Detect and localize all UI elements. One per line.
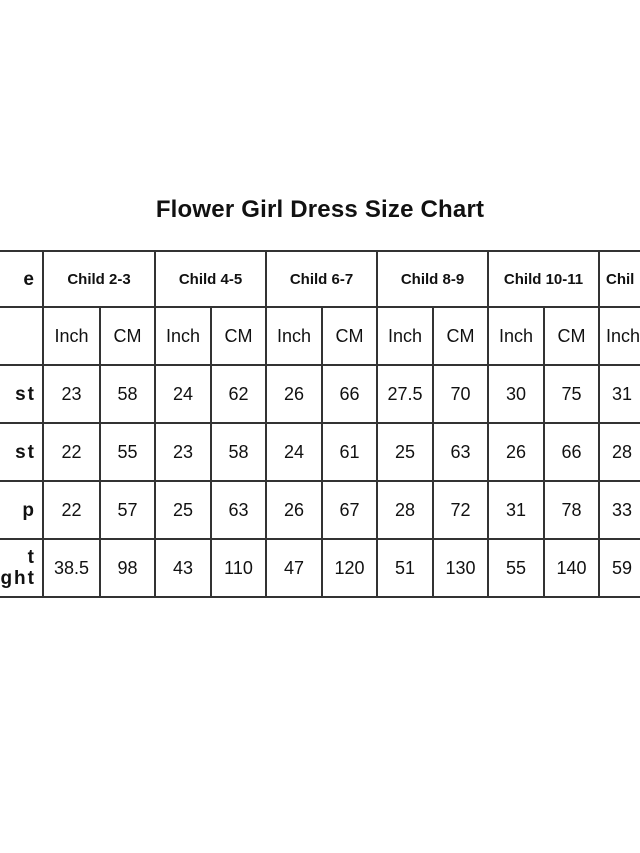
- size-chart-table-wrapper: [0, 250, 640, 602]
- value-cell: 31: [488, 481, 544, 539]
- table-row: [0, 481, 640, 539]
- value-cell: 51: [377, 539, 433, 597]
- empty-cell: [0, 307, 43, 365]
- unit-cell: Inch: [488, 307, 544, 365]
- row-label-line: ght: [0, 568, 36, 589]
- chart-title: Flower Girl Dress Size Chart: [155, 196, 485, 223]
- value-cell: 140: [544, 539, 599, 597]
- unit-cell: CM: [544, 307, 599, 365]
- value-cell: 28: [599, 423, 640, 481]
- value-cell: 120: [322, 539, 377, 597]
- header-row: [0, 251, 640, 307]
- size-header: Child 10-11: [488, 251, 599, 307]
- size-header: Child 2-3: [43, 251, 155, 307]
- size-header: Child 8-9: [377, 251, 488, 307]
- unit-cell: CM: [433, 307, 488, 365]
- value-cell: 63: [433, 423, 488, 481]
- unit-cell: CM: [211, 307, 266, 365]
- value-cell: 26: [488, 423, 544, 481]
- unit-cell: Inch: [266, 307, 322, 365]
- value-cell: 26: [266, 481, 322, 539]
- unit-cell: Inch: [377, 307, 433, 365]
- value-cell: 72: [433, 481, 488, 539]
- value-cell: 23: [43, 365, 100, 423]
- value-cell: 26: [266, 365, 322, 423]
- size-chart-table: [0, 250, 640, 598]
- value-cell: 33: [599, 481, 640, 539]
- value-cell: 110: [211, 539, 266, 597]
- value-cell: 22: [43, 481, 100, 539]
- value-cell: 43: [155, 539, 211, 597]
- row-label: st: [0, 423, 43, 481]
- unit-cell: CM: [100, 307, 155, 365]
- row-label: [0, 539, 43, 597]
- size-header: Child 6-7: [266, 251, 377, 307]
- row-label: p: [0, 481, 43, 539]
- value-cell: 23: [155, 423, 211, 481]
- value-cell: 59: [599, 539, 640, 597]
- table-row: [0, 365, 640, 423]
- unit-cell: Inch: [43, 307, 100, 365]
- value-cell: 67: [322, 481, 377, 539]
- size-header: Child 4-5: [155, 251, 266, 307]
- value-cell: 66: [544, 423, 599, 481]
- value-cell: 55: [488, 539, 544, 597]
- unit-cell: CM: [322, 307, 377, 365]
- value-cell: 47: [266, 539, 322, 597]
- table-row: [0, 423, 640, 481]
- value-cell: 78: [544, 481, 599, 539]
- value-cell: 38.5: [43, 539, 100, 597]
- value-cell: 98: [100, 539, 155, 597]
- value-cell: 75: [544, 365, 599, 423]
- value-cell: 58: [100, 365, 155, 423]
- row-label-line: t: [27, 547, 36, 568]
- size-header-label: e: [0, 251, 43, 307]
- size-header: Chil: [599, 251, 640, 307]
- row-label: st: [0, 365, 43, 423]
- value-cell: 62: [211, 365, 266, 423]
- unit-cell: Inch: [599, 307, 640, 365]
- value-cell: 55: [100, 423, 155, 481]
- value-cell: 31: [599, 365, 640, 423]
- value-cell: 27.5: [377, 365, 433, 423]
- value-cell: 130: [433, 539, 488, 597]
- unit-row: [0, 307, 640, 365]
- value-cell: 63: [211, 481, 266, 539]
- value-cell: 24: [155, 365, 211, 423]
- value-cell: 70: [433, 365, 488, 423]
- value-cell: 22: [43, 423, 100, 481]
- value-cell: 28: [377, 481, 433, 539]
- value-cell: 25: [155, 481, 211, 539]
- unit-cell: Inch: [155, 307, 211, 365]
- value-cell: 61: [322, 423, 377, 481]
- value-cell: 25: [377, 423, 433, 481]
- value-cell: 66: [322, 365, 377, 423]
- value-cell: 30: [488, 365, 544, 423]
- table-row: [0, 539, 640, 597]
- value-cell: 57: [100, 481, 155, 539]
- value-cell: 24: [266, 423, 322, 481]
- value-cell: 58: [211, 423, 266, 481]
